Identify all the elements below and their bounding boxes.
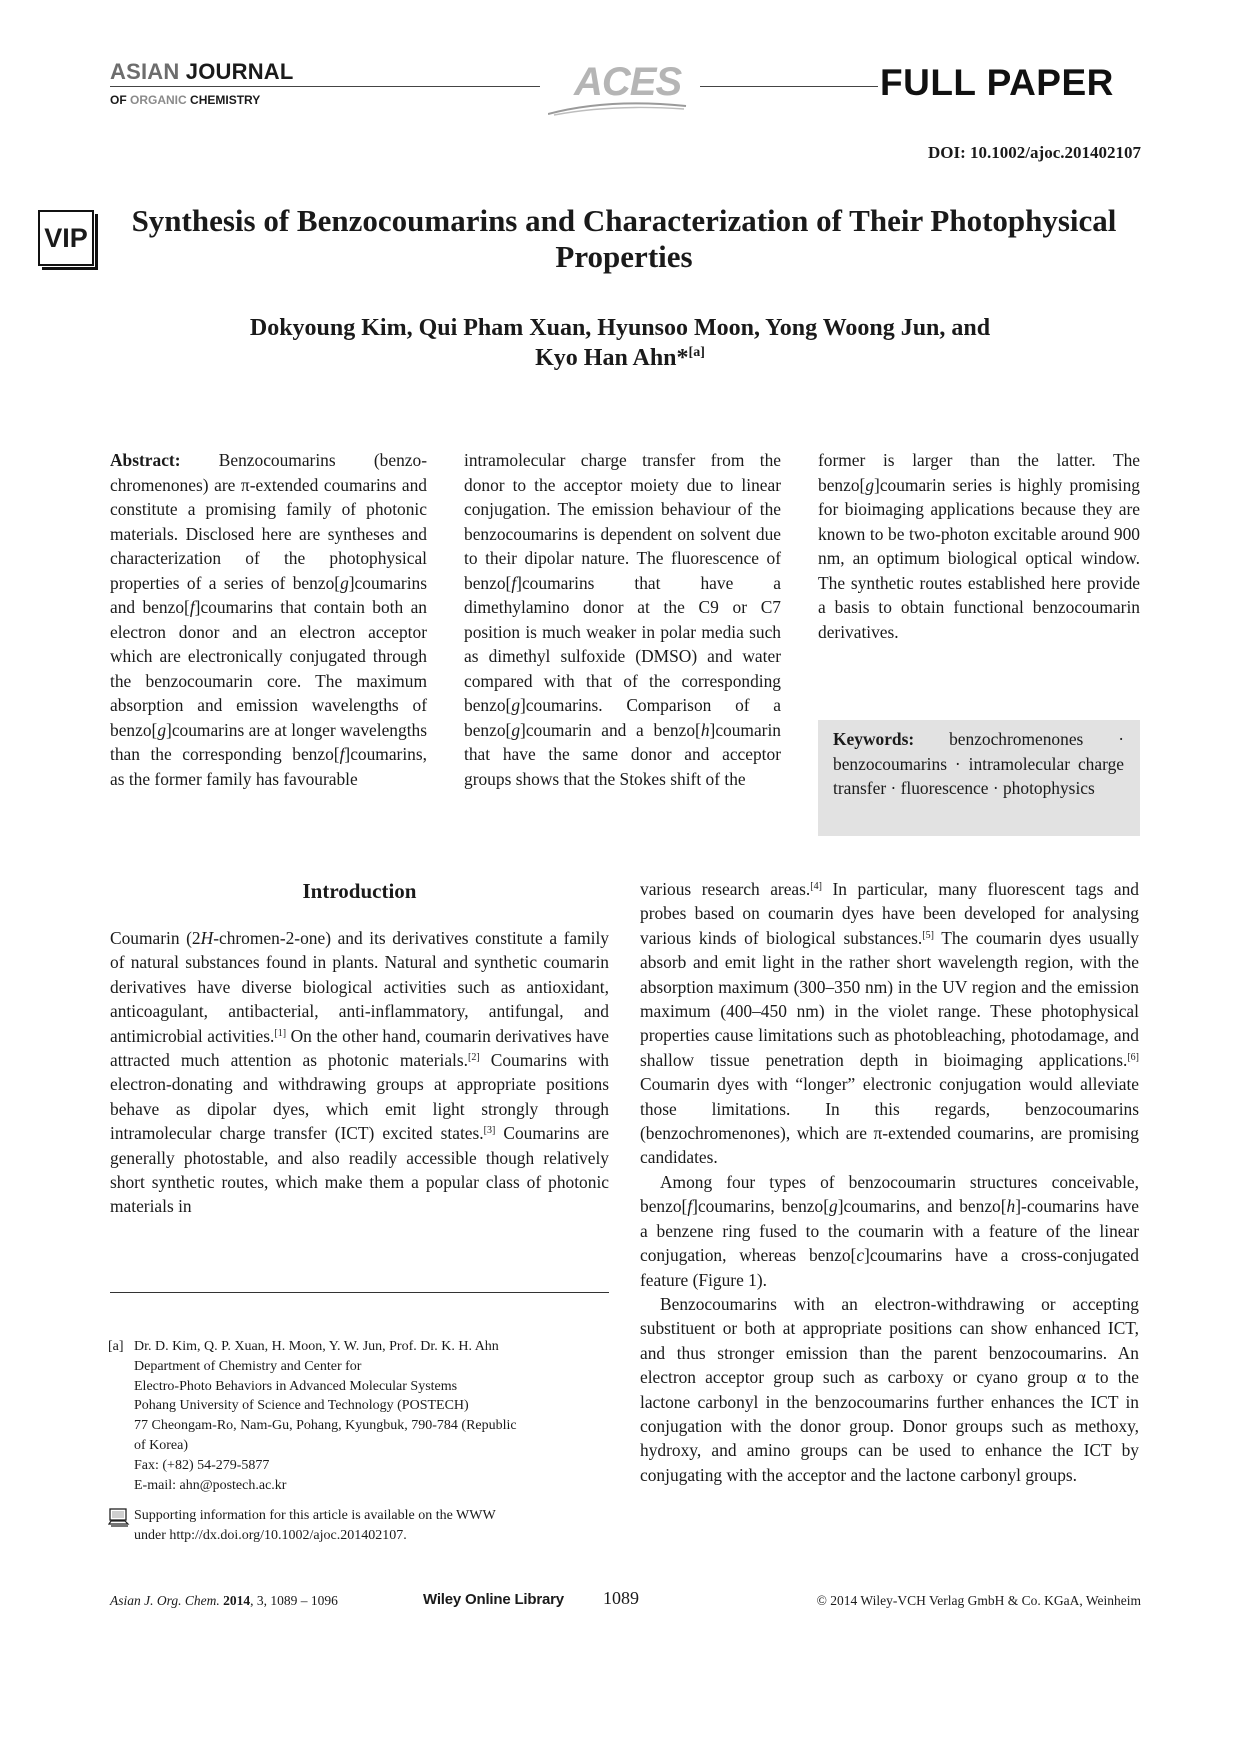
journal-name-line2: OF ORGANIC CHEMISTRY	[110, 93, 261, 107]
abstract-col-1: Abstract: Benzocoumarins (benzo-chromenones) are π-extended coumarins and constitute a promising family of photonic materials. Disclosed here are syntheses and characterization of the photophysical properties of a series of benzo[g]coumarins and benzo[f]coumarins that contain both an electron donor and an electron acceptor which are electronically conjugated through the benzocoumarin core. The maximum absorption and emission wavelengths of benzo[g]coumarins are at longer wavelengths than the corresponding benzo[f]coumarins, as the former family has favourable	[110, 450, 427, 789]
copyright: © 2014 Wiley-VCH Verlag GmbH & Co. KGaA, Weinheim	[816, 1593, 1141, 1608]
article-title: Synthesis of Benzocoumarins and Characterization of Their Photophysical Properties	[131, 203, 1117, 274]
keywords-box: Keywords: benzochromenones · benzocoumarins · intramolecular charge transfer · fluorescence · photophysics	[818, 720, 1140, 836]
citation[interactable]: [4]	[810, 881, 822, 892]
keyword: fluorescence	[900, 778, 989, 798]
keyword: photophysics	[1002, 778, 1095, 798]
section-heading-introduction: Introduction	[302, 879, 417, 903]
citation[interactable]: [3]	[483, 1125, 496, 1137]
page-number: 1089	[603, 1588, 639, 1608]
paragraph: Among four types of benzocoumarin structures conceivable, benzo[f]coumarins, benzo[g]coumarins, and benzo[h]-coumarins have a benzene ring fused to the coumarin with a feature of the linear conjugation, whereas benzo[c]coumarins have a cross-conjugated feature (Figure 1).	[640, 1171, 1140, 1290]
header-rule-right	[700, 86, 878, 87]
introduction-right-column	[640, 877, 1139, 1487]
paragraph: various research areas.[4] In particular, many fluorescent tags and probes based on coumarin dyes have been developed for analysing various kinds of biological substances.[5] The coumarin dyes usually absorb and emit light in the rather short wavelength region, with the absorption maximum (300–350 nm) in the UV region and the emission maximum (400–450 nm) in the violet range. These photophysical properties cause limitations such as photobleaching, photodamage, and shallow tissue penetration depth in bioimaging applications.[6] Coumarin dyes with “longer” electronic conjugation would alleviate those limitations. In this regards, benzocoumarins (benzochromenones), which are π-extended coumarins, are promising candidates.	[640, 879, 1140, 1168]
vip-badge: VIP	[38, 210, 94, 266]
keyword: intramolecular charge transfer	[833, 753, 1124, 798]
logo-swoosh-icon	[548, 102, 688, 116]
header-rule-left	[110, 86, 540, 87]
abstract-label: Abstract:	[110, 450, 181, 470]
citation[interactable]: [5]	[922, 929, 934, 941]
author-list: Dokyoung Kim, Qui Pham Xuan, Hyunsoo Moon, Yong Woong Jun, and Kyo Han Ahn*[a]	[249, 315, 991, 371]
computer-icon	[108, 1508, 130, 1528]
doi: DOI: 10.1002/ajoc.201402107	[928, 143, 1141, 162]
journal-name-line1: ASIAN JOURNAL	[110, 59, 294, 84]
citation[interactable]: [2]	[468, 1052, 480, 1064]
keyword: benzochromenones	[949, 729, 1084, 749]
section-label: FULL PAPER	[880, 62, 1114, 103]
aces-logo: ACES	[548, 58, 688, 114]
keyword: benzocoumarins	[833, 753, 947, 774]
abstract-col-2: intramolecular charge transfer from the donor to the acceptor moiety due to linear conjugation. The emission behaviour of the benzocoumarins is dependent on solvent due to their dipolar nature. The fluorescence of benzo[f]coumarins that have a dimethylamino donor at the C9 or C7 position is much weaker in polar media such as dimethyl sulfoxide (DMSO) and water compared with that of the corresponding benzo[g]coumarins. Comparison of a benzo[g]coumarin and a benzo[h]coumarin that have the same donor and acceptor groups shows that the Stokes shift of the	[464, 450, 781, 789]
abstract-col-3: former is larger than the latter. The benzo[g]coumarin series is highly promising for bioimaging applications because they are known to be two-photon excitable around 900 nm, an optimum biological optical window. The synthetic routes established here provide a basis to obtain functional benzocoumarin derivatives.	[818, 450, 1140, 642]
citation[interactable]: [1]	[274, 1027, 287, 1039]
wiley-online-library-logo: Wiley Online Library	[423, 1591, 564, 1608]
paragraph: Benzocoumarins with an electron-withdrawing or accepting substituent or both at appropriate positions can show enhanced ICT, and thus stronger emission than the parent benzocoumarins. An electron acceptor group such as carboxy or cyano group α to the lactone carbonyl in the benzocoumarins further enhances the ICT in conjugation with the donor group. Donor groups such as methoxy, hydroxy, and amino groups can be used to enhance the ICT by conjugating with the acceptor and the lactone carbonyl groups.	[640, 1293, 1139, 1485]
email[interactable]: E-mail: ahn@postech.ac.kr	[134, 1477, 287, 1493]
footnote-rule	[110, 1292, 609, 1293]
citation[interactable]: [6]	[1127, 1051, 1139, 1063]
footer-citation: Asian J. Org. Chem. 2014, 3, 1089 – 1096	[110, 1593, 338, 1608]
introduction-left-column: Coumarin (2H-chromen-2-one) and its derivatives constitute a family of natural substances found in plants. Natural and synthetic coumarin derivatives have diverse biological activities such as antioxidant, anticoagulant, antibacterial, anti-inflammatory, antifungal, and antimicrobial activities.[1] On the other hand, coumarin derivatives have attracted much attention as photonic materials.[2] Coumarins with electron-donating and withdrawing groups at appropriate positions behave as dipolar dyes, which emit light strongly through intramolecular charge transfer (ICT) excited states.[3] Coumarins are generally photostable, and also readily accessible though relatively short synthetic routes, which make them a popular class of photonic materials in	[110, 928, 610, 1217]
keywords-label: Keywords:	[833, 729, 915, 749]
supporting-info-link[interactable]: under http://dx.doi.org/10.1002/ajoc.201402107.	[134, 1527, 407, 1543]
